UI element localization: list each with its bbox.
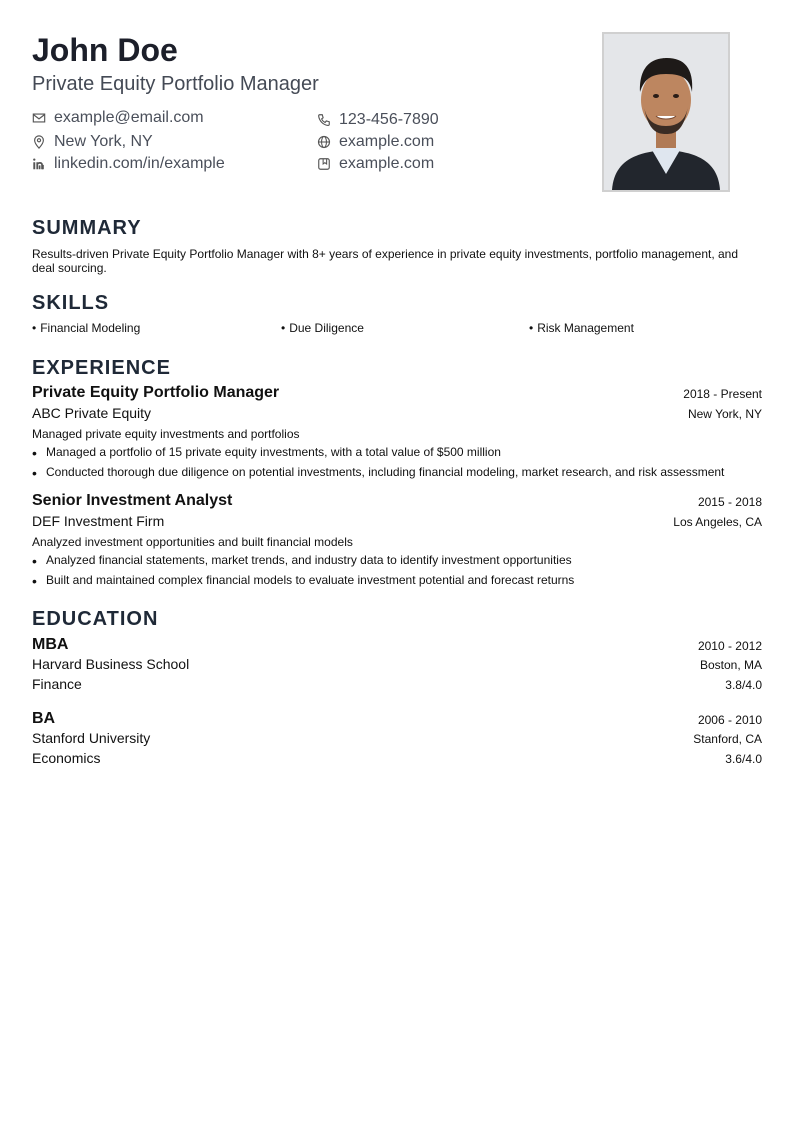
- education-school: Harvard Business School: [32, 656, 190, 672]
- experience-bullet: • Conducted thorough due diligence on potential investments, including financial modeling, market research, and risk assessment: [32, 465, 725, 481]
- experience-bullet: • Managed a portfolio of 15 private equity investments, with a total value of $500 million: [32, 445, 501, 461]
- contact-portfolio-text: example.com: [339, 155, 435, 172]
- education-location: Stanford, CA: [693, 732, 762, 746]
- linkedin-icon: [32, 157, 46, 171]
- education-field-row: [32, 676, 762, 696]
- contact-email[interactable]: [32, 108, 204, 128]
- contact-phone-text: 123-456-7890: [339, 111, 439, 128]
- experience-entry-subheader: [32, 513, 762, 533]
- contact-website[interactable]: [317, 132, 434, 152]
- education-location: Boston, MA: [699, 658, 762, 672]
- education-school: Stanford University: [32, 730, 151, 746]
- mail-icon: [32, 111, 46, 125]
- contact-portfolio[interactable]: [317, 154, 434, 174]
- experience-role: Private Equity Portfolio Manager: [32, 384, 280, 401]
- phone-icon: [317, 113, 331, 127]
- experience-entry-header: [32, 384, 762, 404]
- summary-heading: SUMMARY: [32, 217, 142, 239]
- globe-icon: [317, 135, 331, 149]
- education-heading: EDUCATION: [32, 608, 159, 630]
- experience-bullet-text: Analyzed financial statements, market trends, and industry data to identify investment opportunities: [46, 553, 572, 567]
- experience-heading: EXPERIENCE: [32, 357, 171, 379]
- contact-email-text: example@email.com: [54, 109, 204, 126]
- contact-location: [32, 132, 153, 152]
- experience-company: ABC Private Equity: [32, 405, 152, 421]
- candidate-name: John Doe: [32, 32, 178, 68]
- experience-description: Managed private equity investments and portfolios: [32, 427, 300, 441]
- resume-header: [32, 32, 762, 192]
- experience-bullet: • Built and maintained complex financial models to evaluate investment potential and forecast returns: [32, 573, 575, 589]
- education-entry-header: [32, 710, 762, 730]
- education-degree: MBA: [32, 636, 69, 653]
- education-school-row: [32, 656, 762, 676]
- skill-item: • Financial Modeling: [32, 321, 141, 335]
- education-dates: 2010 - 2012: [697, 639, 762, 653]
- experience-location: Los Angeles, CA: [673, 515, 762, 529]
- experience-entry: [32, 492, 762, 591]
- education-field: Finance: [32, 676, 82, 692]
- education-degree: BA: [32, 710, 56, 727]
- education-entry: [32, 710, 762, 770]
- skill-label: Financial Modeling: [40, 321, 141, 335]
- experience-location: New York, NY: [687, 407, 762, 421]
- experience-bullet-text: Built and maintained complex financial models to evaluate investment potential and forecast returns: [46, 573, 575, 587]
- education-entry-header: [32, 636, 762, 656]
- skill-item: • Due Diligence: [281, 321, 364, 335]
- education-field-row: [32, 750, 762, 770]
- person-avatar-icon: [604, 34, 728, 190]
- contact-website-text: example.com: [339, 133, 435, 150]
- experience-company: DEF Investment Firm: [32, 513, 165, 529]
- experience-entry-header: [32, 492, 762, 512]
- experience-dates: 2018 - Present: [683, 387, 762, 401]
- education-school-row: [32, 730, 762, 750]
- experience-bullet-text: Managed a portfolio of 15 private equity investments, with a total value of $500 million: [46, 445, 501, 459]
- bookmark-icon: [317, 157, 331, 171]
- skill-label: Risk Management: [537, 321, 634, 335]
- education-entry: [32, 636, 762, 696]
- education-field: Economics: [32, 750, 101, 766]
- experience-entry-subheader: [32, 405, 762, 425]
- experience-bullet: • Analyzed financial statements, market trends, and industry data to identify investment opportunities: [32, 553, 572, 569]
- summary-text: Results-driven Private Equity Portfolio Manager with 8+ years of experience in private equity investments, portfolio management, and deal sourcing.: [32, 247, 739, 275]
- candidate-title: Private Equity Portfolio Manager: [32, 73, 319, 95]
- education-gpa: 3.8/4.0: [725, 678, 762, 692]
- skills-list: [32, 321, 762, 337]
- resume-page: [32, 32, 762, 766]
- contact-location-text: New York, NY: [54, 133, 153, 150]
- map-pin-icon: [32, 135, 46, 149]
- education-dates: 2006 - 2010: [697, 713, 762, 727]
- skills-heading: SKILLS: [32, 292, 110, 314]
- experience-dates: 2015 - 2018: [697, 495, 762, 509]
- contact-linkedin[interactable]: [32, 154, 225, 174]
- experience-entry: [32, 384, 762, 483]
- profile-photo: [602, 32, 730, 192]
- contact-phone[interactable]: [317, 110, 439, 130]
- education-gpa: 3.6/4.0: [725, 752, 762, 766]
- skill-label: Due Diligence: [289, 321, 364, 335]
- experience-description: Analyzed investment opportunities and built financial models: [32, 535, 353, 549]
- experience-bullet-text: Conducted thorough due diligence on potential investments, including financial modeling, market research, and risk assessment: [46, 465, 725, 479]
- skill-item: • Risk Management: [529, 321, 634, 335]
- experience-role: Senior Investment Analyst: [32, 492, 233, 509]
- contact-linkedin-text: linkedin.com/in/example: [54, 155, 225, 172]
